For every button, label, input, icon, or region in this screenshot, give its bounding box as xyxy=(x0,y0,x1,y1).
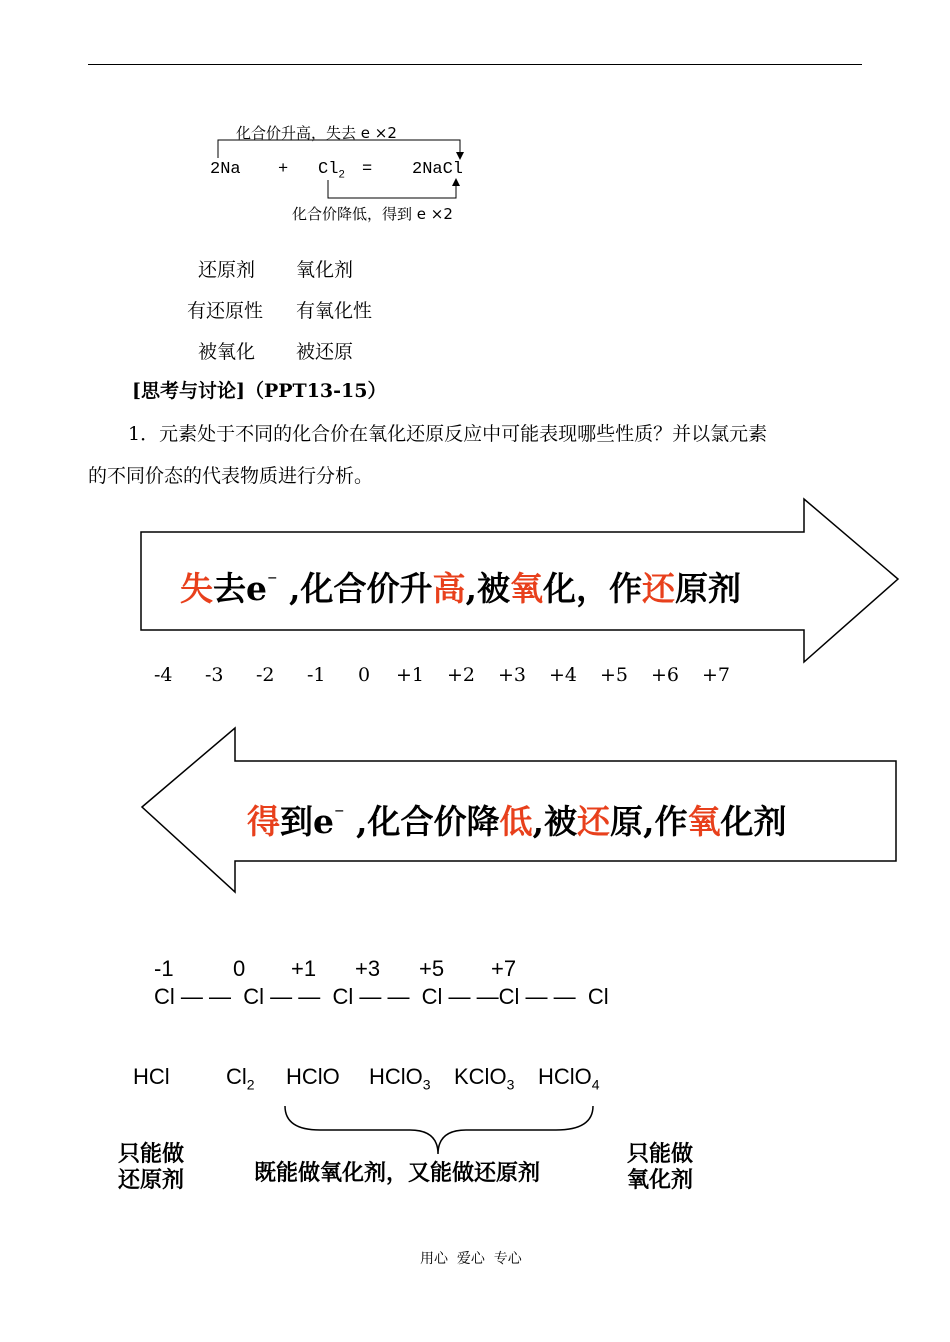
reduction-label: 化合价降低，得到 e ×2 xyxy=(292,205,453,223)
valence-p7: +7 xyxy=(702,664,731,686)
role-oxidizability: 有氧化性 xyxy=(296,300,373,322)
cl-valence-m1: -1 xyxy=(154,956,174,981)
role-oxidized: 被氧化 xyxy=(198,341,256,363)
question-line-2: 的不同价态的代表物质进行分析。 xyxy=(88,465,374,487)
valence-p6: +6 xyxy=(651,664,680,686)
compound-kclo3: KClO$_3$ xyxy=(454,1064,515,1093)
valence-p5: +5 xyxy=(600,664,629,686)
role-reduced: 被还原 xyxy=(296,341,354,363)
compound-hcl: HCl xyxy=(133,1064,170,1089)
valence-p4: +4 xyxy=(549,664,578,686)
role-oxidant: 氧化剂 xyxy=(296,259,354,281)
discussion-heading: [思考与讨论]（PPT13-15） xyxy=(132,380,387,402)
curly-brace xyxy=(280,1102,600,1158)
cl-valence-p3: +3 xyxy=(355,956,381,981)
valence-p1: +1 xyxy=(396,664,425,686)
label-only-oxidant: 只能做 氧化剂 xyxy=(627,1142,694,1193)
valence-m1: -1 xyxy=(307,664,326,686)
compound-hclo: HClO xyxy=(286,1064,340,1089)
cl-valence-0: 0 xyxy=(233,956,246,981)
valence-0: 0 xyxy=(358,664,371,686)
cl-valence-p1: +1 xyxy=(291,956,317,981)
cl-valence-p5: +5 xyxy=(419,956,445,981)
product-nacl: 2NaCl xyxy=(412,160,464,179)
equals-sign: = xyxy=(362,160,373,179)
cl-subscript: 2 xyxy=(338,169,346,182)
valence-m3: -3 xyxy=(205,664,224,686)
cl-chain: Cl — — Cl — — Cl — — Cl — —Cl — — Cl xyxy=(154,984,609,1009)
reactant-cl: $Cl_2$ xyxy=(318,160,346,182)
question-line-1: 1．元素处于不同的化合价在氧化还原反应中可能表现哪些性质？并以氯元素 xyxy=(128,423,768,445)
label-only-reductant: 只能做 还原剂 xyxy=(118,1142,185,1193)
footer-text: 用心 爱心 专心 xyxy=(420,1251,522,1267)
right-arrow-text: 失去e⁻ ,化合价升高,被氧化，作还原剂 xyxy=(180,569,742,608)
role-reductant: 还原剂 xyxy=(198,259,256,281)
valence-m4: -4 xyxy=(154,664,173,686)
valence-m2: -2 xyxy=(256,664,275,686)
compound-hclo3: HClO$_3$ xyxy=(369,1064,431,1093)
valence-p3: +3 xyxy=(498,664,527,686)
compound-cl2: $Cl_2$ xyxy=(226,1064,255,1093)
left-arrow-text: 得到e⁻ ,化合价降低,被还原,作氧化剂 xyxy=(247,802,787,841)
role-reducibility: 有还原性 xyxy=(187,300,264,322)
label-both: 既能做氧化剂，又能做还原剂 xyxy=(254,1161,541,1186)
compound-hclo4: HClO$_4$ xyxy=(538,1064,600,1093)
valence-p2: +2 xyxy=(447,664,476,686)
oxidation-label: 化合价升高，失去 e ×2 xyxy=(236,124,397,142)
cl-valence-p7: +7 xyxy=(491,956,517,981)
reactant-na: 2Na xyxy=(210,160,241,179)
plus-sign: + xyxy=(278,160,289,179)
header-rule xyxy=(88,64,862,65)
